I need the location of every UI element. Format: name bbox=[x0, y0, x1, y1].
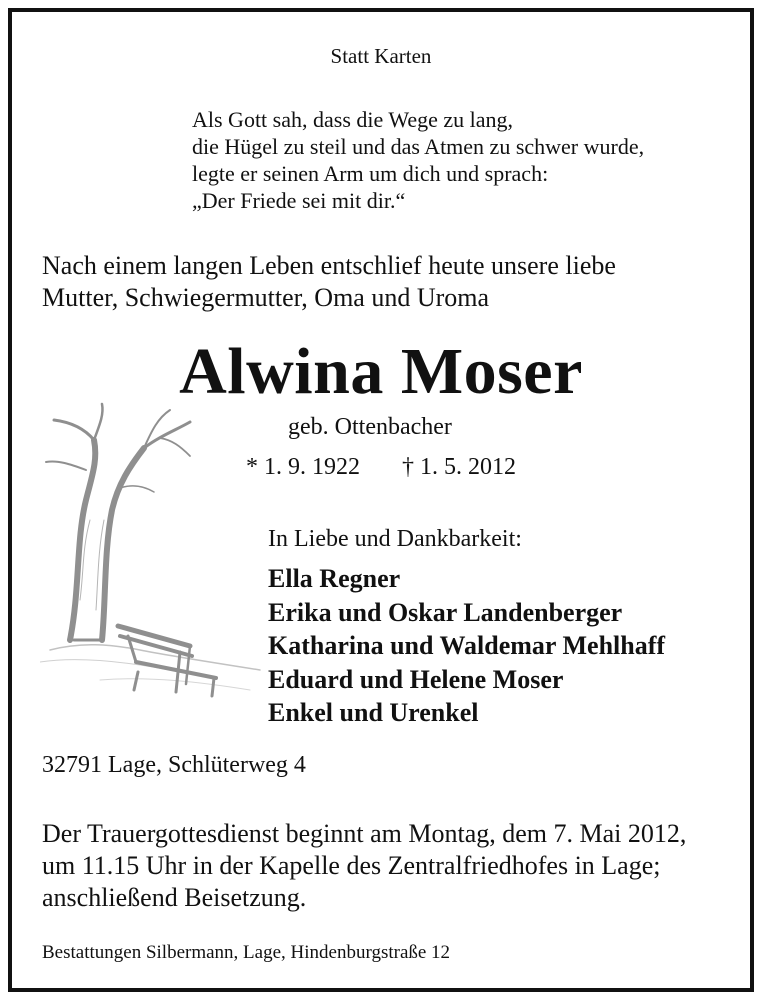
service-line: anschließend Beisetzung. bbox=[42, 883, 307, 912]
poem-line: Als Gott sah, dass die Wege zu lang, bbox=[192, 107, 514, 132]
family-member: Ella Regner bbox=[268, 564, 401, 593]
poem-line: die Hügel zu steil und das Atmen zu schwer wurde, bbox=[192, 134, 645, 159]
family-member: Katharina und Waldemar Mehlhaff bbox=[268, 631, 666, 660]
intro-line: Mutter, Schwiegermutter, Oma und Uroma bbox=[42, 283, 490, 312]
thanks-line: In Liebe und Dankbarkeit: bbox=[268, 526, 522, 552]
poem bbox=[192, 106, 644, 214]
intro-line: Nach einem langen Leben entschlief heute unsere liebe bbox=[42, 251, 616, 280]
notice-heading: Statt Karten bbox=[330, 44, 432, 68]
family-member: Erika und Oskar Landenberger bbox=[268, 597, 623, 627]
death-date: † 1. 5. 2012 bbox=[402, 454, 516, 480]
poem-line: legte er seinen Arm um dich und sprach: bbox=[192, 161, 549, 186]
poem-line: „Der Friede sei mit dir.“ bbox=[192, 188, 406, 213]
birth-date: * 1. 9. 1922 bbox=[246, 454, 360, 480]
birth-name: geb. Ottenbacher bbox=[288, 414, 452, 440]
service-info bbox=[42, 818, 686, 914]
tree-and-bench-illustration-icon bbox=[40, 400, 270, 700]
service-line: Der Trauergottesdienst beginnt am Montag, dem 7. Mai 2012, bbox=[42, 819, 687, 848]
life-dates bbox=[246, 454, 516, 481]
family-member: Enkel und Urenkel bbox=[268, 698, 479, 727]
funeral-home: Bestattungen Silbermann, Lage, Hindenburgstraße 12 bbox=[42, 942, 451, 963]
service-line: um 11.15 Uhr in der Kapelle des Zentralfriedhofes in Lage; bbox=[42, 851, 661, 880]
family-list bbox=[268, 562, 665, 730]
family-member: Eduard und Helene Moser bbox=[268, 664, 564, 694]
deceased-name: Alwina Moser bbox=[179, 335, 583, 408]
address: 32791 Lage, Schlüterweg 4 bbox=[42, 752, 306, 778]
intro-text bbox=[42, 250, 616, 314]
